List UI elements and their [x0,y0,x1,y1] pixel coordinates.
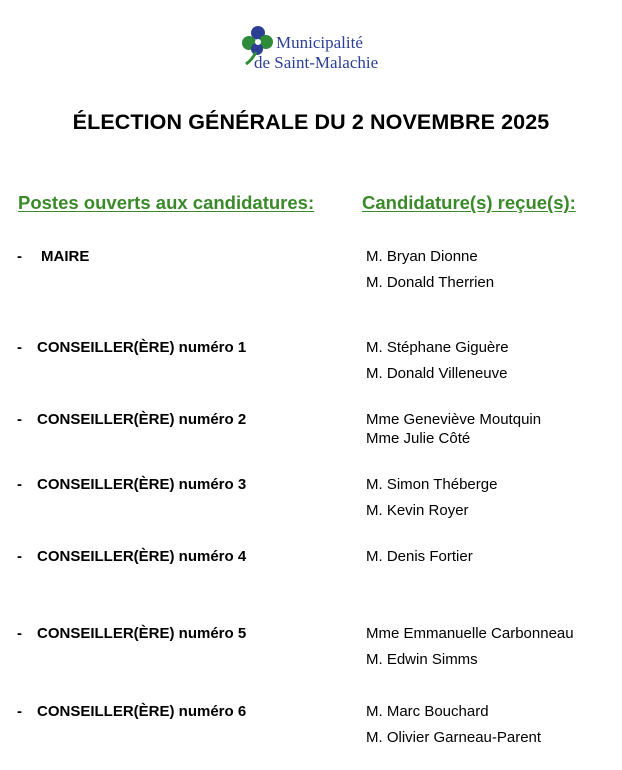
logo-line-2: de Saint-Malachie [254,53,379,72]
candidate-name: M. Kevin Royer [366,502,469,519]
candidates-header: Candidature(s) reçue(s): [362,192,576,213]
bullet-dash: - [17,476,22,493]
bullet-dash: - [17,548,22,565]
bullet-dash: - [17,411,22,428]
position-title: CONSEILLER(ÈRE) numéro 1 [37,339,247,356]
positions-header: Postes ouverts aux candidatures: [18,192,315,213]
candidate-name: M. Donald Villeneuve [366,365,508,382]
candidate-name: M. Donald Therrien [366,274,495,291]
candidate-name: Mme Emmanuelle Carbonneau [366,625,574,642]
position-title: CONSEILLER(ÈRE) numéro 2 [37,411,247,428]
candidate-name: M. Marc Bouchard [366,703,489,720]
bullet-dash: - [17,625,22,642]
candidate-name: Mme Geneviève Moutquin [366,411,542,428]
candidate-name: Mme Julie Côté [366,430,471,447]
candidate-name: M. Stéphane Giguère [366,339,509,356]
bullet-dash: - [17,703,22,720]
position-title: CONSEILLER(ÈRE) numéro 6 [37,703,247,720]
candidate-name: M. Edwin Simms [366,651,478,668]
logo-line-1: Municipalité [276,33,363,52]
position-title: CONSEILLER(ÈRE) numéro 5 [37,625,247,642]
position-title: MAIRE [41,248,90,265]
candidate-name: M. Bryan Dionne [366,248,478,265]
page-title: ÉLECTION GÉNÉRALE DU 2 NOVEMBRE 2025 [72,110,550,134]
position-title: CONSEILLER(ÈRE) numéro 3 [37,476,247,493]
municipality-logo [238,22,418,78]
candidate-name: M. Denis Fortier [366,548,473,565]
bullet-dash: - [17,248,22,265]
candidate-name: M. Olivier Garneau-Parent [366,729,542,746]
candidate-name: M. Simon Théberge [366,476,498,493]
bullet-dash: - [17,339,22,356]
position-title: CONSEILLER(ÈRE) numéro 4 [37,548,247,565]
